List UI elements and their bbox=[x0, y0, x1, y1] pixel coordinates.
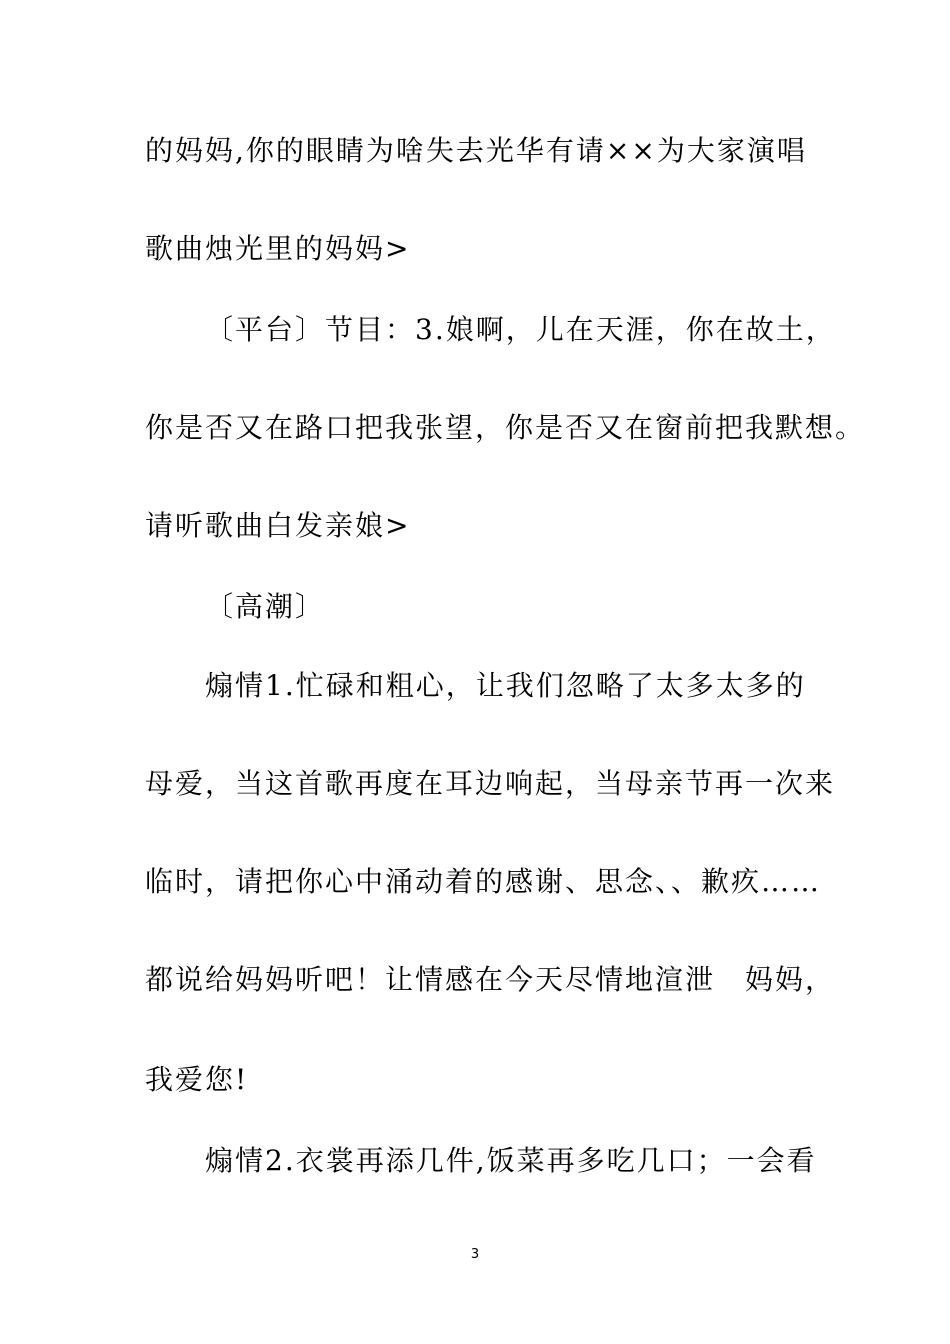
text-line-7: 煽情1.忙碌和粗心，让我们忽略了太多太多的 bbox=[205, 669, 806, 702]
text-line-5: 请听歌曲白发亲娘> bbox=[145, 509, 411, 542]
text-line-11: 我爱您! bbox=[145, 1063, 249, 1096]
section-heading: 〔高潮〕 bbox=[205, 590, 326, 623]
text-line-12: 煽情2.衣裳再添几件,饭菜再多吃几口；一会看 bbox=[205, 1144, 817, 1177]
page-number: 3 bbox=[470, 1247, 480, 1262]
text-line-2: 歌曲烛光里的妈妈> bbox=[145, 232, 411, 265]
text-line-4: 你是否又在路口把我张望，你是否又在窗前把我默想。 bbox=[145, 411, 866, 444]
text-line-1: 的妈妈,你的眼睛为啥失去光华有请××为大家演唱 bbox=[145, 134, 807, 167]
text-line-10: 都说给妈妈听吧！让情感在今天尽情地渲泄 妈妈， bbox=[145, 963, 836, 996]
text-line-9: 临时，请把你心中涌动着的感谢、思念、、歉疚…… bbox=[145, 865, 822, 898]
text-line-3: 〔平台〕节目：3.娘啊，儿在天涯，你在故土， bbox=[205, 313, 836, 346]
text-line-8: 母爱，当这首歌再度在耳边响起，当母亲节再一次来 bbox=[145, 767, 836, 800]
